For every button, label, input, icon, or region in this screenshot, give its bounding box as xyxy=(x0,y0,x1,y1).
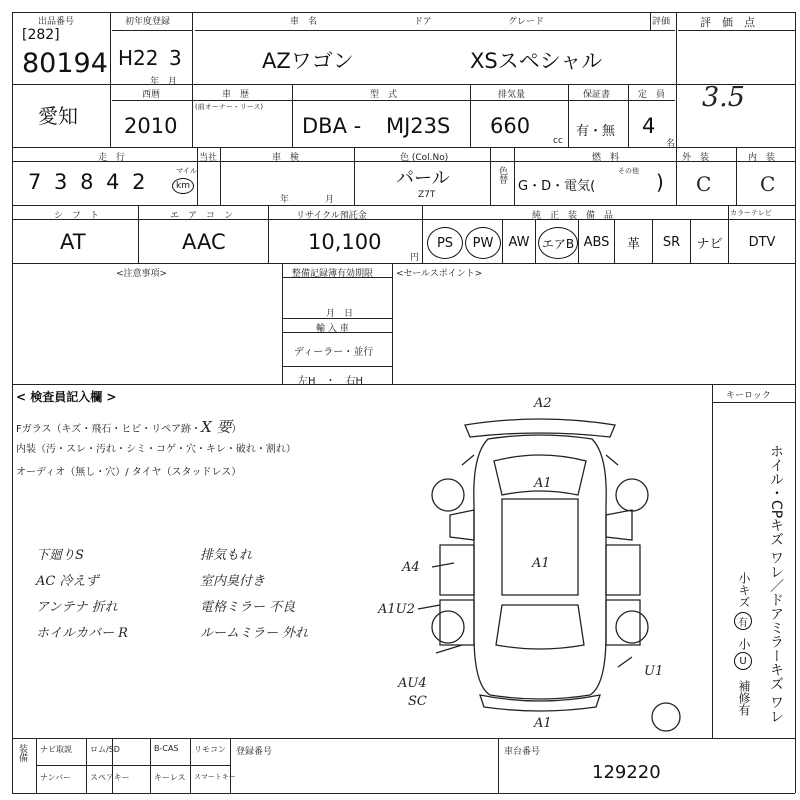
reg-label: 初年度登録 xyxy=(125,17,171,27)
note-right-4: ルームミラー 外れ xyxy=(200,626,309,641)
ac-label: 保証書 xyxy=(583,90,611,100)
keyless2-label: キーレス xyxy=(154,773,186,782)
karaoke-label: カラーテレビ xyxy=(730,209,772,217)
side-small-2: 小 xyxy=(737,638,751,650)
car-name: AZワゴン xyxy=(262,49,354,73)
equip-abs: ABS xyxy=(583,234,610,250)
reg-unit: 年 月 xyxy=(150,77,178,87)
keyless-label: ナビ取説 xyxy=(40,745,72,754)
remote-label: リモコン xyxy=(194,745,226,754)
history-sub: (前オーナー・リース) xyxy=(195,103,264,111)
keylock-label: キーロック xyxy=(726,391,771,401)
status-label: 当社 xyxy=(199,153,218,163)
mark-a1-rear: A1 xyxy=(534,716,552,731)
mark-au4: AU4 xyxy=(398,676,427,691)
warranty-label: 整備記録簿有効期限 xyxy=(292,269,374,279)
number-label: ナンバー xyxy=(40,773,72,782)
side-mark-2: U xyxy=(734,652,752,670)
recycle: 10,100 xyxy=(308,230,382,254)
equip-pw: PW xyxy=(465,227,501,259)
mark-a4: A4 xyxy=(402,560,420,575)
car-label: 車 名 xyxy=(290,17,318,27)
ac-value: 有・無 xyxy=(576,124,616,139)
interior-label: 内 装 xyxy=(748,153,776,163)
cc: 660 xyxy=(490,114,531,138)
mark-a1-roof: A1 xyxy=(534,476,552,491)
cc-unit: cc xyxy=(553,136,563,146)
mark-a1-mid: A1 xyxy=(532,556,550,571)
equip-airbag: エアB xyxy=(538,227,578,259)
chassis: 129220 xyxy=(592,762,661,783)
equip-sr: SR xyxy=(662,234,681,250)
seats-unit: 名 xyxy=(666,139,676,149)
model-label: 型 式 xyxy=(370,90,398,100)
spare-label: スペアキー xyxy=(90,773,130,782)
side-small-1: 小キズ xyxy=(737,572,751,608)
model: MJ23S xyxy=(386,114,451,138)
equip-ps: PS xyxy=(427,227,463,259)
romsd-label: ロム/SD xyxy=(90,745,120,754)
lot-sub: [282] xyxy=(22,27,60,43)
shift-label: シ フ ト xyxy=(54,211,100,221)
smart-label: スマートキー xyxy=(194,773,236,781)
inspection-unit: 年 月 xyxy=(280,195,335,205)
dealer-label: ディーラー・並行 xyxy=(294,347,374,358)
note-left-3: アンテナ 折れ xyxy=(36,600,118,615)
cc-label: 排気量 xyxy=(498,90,526,100)
side-text: ホイル・CPキズ ワレ／ドアミラーキズ ワレ xyxy=(768,444,784,724)
reg-month: 3 xyxy=(169,46,182,70)
mileage-unit-top: マイル xyxy=(176,167,197,175)
handle-label: 左H ・ 右H xyxy=(298,376,364,387)
caution-label: <注意事項> xyxy=(116,269,168,279)
sales-label: <セールスポイント> xyxy=(396,269,483,279)
door-label: ドア xyxy=(414,17,432,27)
fuel-close: ) xyxy=(656,170,664,194)
month-label: 月 日 xyxy=(326,309,354,319)
mark-a1u2: A1U2 xyxy=(378,602,415,617)
mileage-label: 走 行 xyxy=(98,153,126,163)
note-left-1: 下廻りS xyxy=(36,548,84,563)
lot-number: 80194 xyxy=(22,48,108,79)
chassis-label: 車台番号 xyxy=(504,747,541,757)
inspector-line2: 内装（汚・スレ・汚れ・シミ・コゲ・穴・キレ・破れ・割れ） xyxy=(16,444,296,455)
equip-dtv: DTV xyxy=(748,234,776,250)
year: 2010 xyxy=(124,114,178,138)
exterior: C xyxy=(696,172,712,196)
import-label: 輸 入 車 xyxy=(316,324,349,334)
note-right-3: 電格ミラー 不良 xyxy=(200,600,296,615)
region: 愛知 xyxy=(38,104,78,128)
mark-u1: U1 xyxy=(644,664,664,679)
score: 3.5 xyxy=(702,82,745,113)
inspector-line1: Fガラス（キズ・飛石・ヒビ・リペア跡・X 要） xyxy=(16,418,242,436)
interior: C xyxy=(760,172,776,196)
year-label: 西暦 xyxy=(142,90,161,100)
fuel: G・D・電気( xyxy=(518,179,596,194)
color: パール xyxy=(396,168,450,189)
fuel-label: 燃 料 xyxy=(592,153,620,163)
equip-label: 純 正 装 備 品 xyxy=(532,211,614,221)
inspection-label: 車 検 xyxy=(272,153,300,163)
side-mark-1: 有 xyxy=(734,612,752,630)
mark-a2: A2 xyxy=(534,396,552,411)
grade: XSスペシャル xyxy=(470,49,603,73)
model-prefix: DBA - xyxy=(302,114,362,138)
mileage: 7 3 8 4 2 xyxy=(28,170,149,194)
shift: AT xyxy=(60,230,86,254)
color-label: 色 (Col.No) xyxy=(400,153,449,163)
aircon-label: エ ア コ ン xyxy=(170,211,234,221)
note-left-4: ホイルカバー R xyxy=(36,626,128,641)
seats: 4 xyxy=(642,114,656,138)
recycle-label: リサイクル預託金 xyxy=(296,211,367,221)
equip-aw: AW xyxy=(508,234,530,250)
reg-num-label: 登録番号 xyxy=(236,747,273,757)
recycle-unit: 円 xyxy=(410,253,420,263)
seats-label: 定 員 xyxy=(638,90,666,100)
colorchg-label: 色替 xyxy=(497,166,507,184)
glass-mark: X 要 xyxy=(201,418,232,436)
note-right-2: 室内臭付き xyxy=(200,574,266,589)
lot-label: 出品番号 xyxy=(38,17,75,27)
exterior-label: 外 装 xyxy=(682,153,710,163)
aircon: AAC xyxy=(182,230,226,254)
history-label: 車 歴 xyxy=(222,90,250,100)
acc-label: 装備 xyxy=(17,744,27,762)
equip-leather: 革 xyxy=(626,236,640,252)
mark-sc: SC xyxy=(408,694,427,709)
note-left-2: AC 冷えず xyxy=(36,574,99,589)
equip-navi: ナビ xyxy=(696,236,723,252)
grade-label: グレード xyxy=(508,17,545,27)
score-small: 評価 xyxy=(652,17,671,27)
score-label: 評 価 点 xyxy=(700,16,755,29)
side-sub: 補修有 xyxy=(737,680,751,716)
color-code: Z7T xyxy=(418,190,436,200)
mileage-unit: km xyxy=(172,178,194,194)
fuel-other: その他 xyxy=(618,167,639,175)
bcas-label: B-CAS xyxy=(154,744,179,753)
reg-era: H22 xyxy=(118,46,159,70)
inspector-line3: オーディオ（無し・穴）/ タイヤ（スタッドレス） xyxy=(16,467,242,478)
note-right-1: 排気もれ xyxy=(200,548,253,563)
inspector-title: < 検査員記入欄 > xyxy=(16,390,117,404)
